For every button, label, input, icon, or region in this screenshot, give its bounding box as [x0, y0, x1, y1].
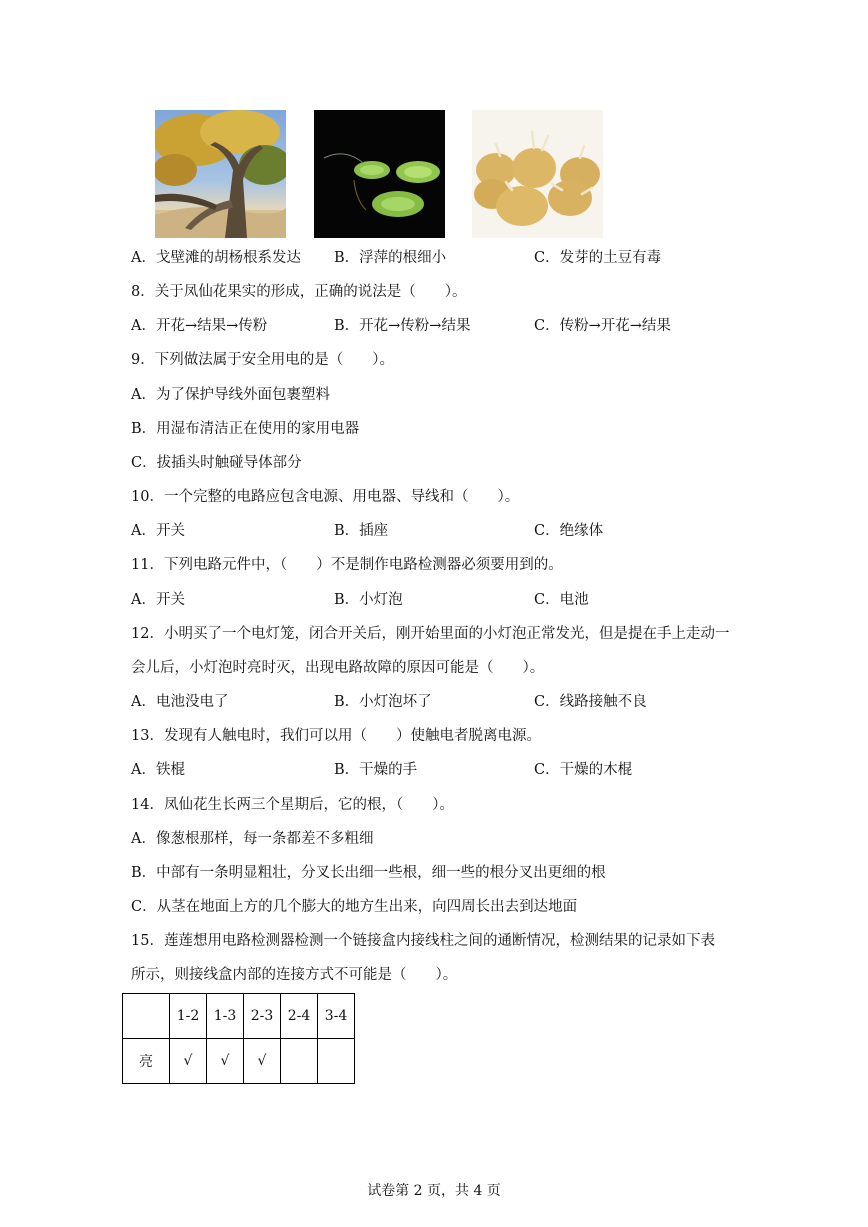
table-header-cell: 2-4 — [281, 994, 318, 1039]
q13-option-a: A．铁棍 — [131, 762, 185, 778]
q13-stem: 13．发现有人触电时，我们可以用（ ）使触电者脱离电源。 — [131, 728, 541, 744]
table-cell: √ — [170, 1039, 207, 1084]
table-header-cell: 3-4 — [318, 994, 355, 1039]
q14-option-c: C．从茎在地面上方的几个膨大的地方生出来，向四周长出去到达地面 — [131, 899, 578, 915]
q8-option-b: B．开花→传粉→结果 — [334, 318, 471, 334]
sprouting-potatoes-photo — [472, 110, 603, 238]
q11-stem: 11．下列电路元件中，（ ）不是制作电路检测器必须要用到的。 — [131, 557, 563, 573]
q10-option-a: A．开关 — [131, 523, 185, 539]
table-cell — [281, 1039, 318, 1084]
q15-stem-line-1: 15．莲莲想用电路检测器检测一个链接盒内接线柱之间的通断情况，检测结果的记录如下表 — [131, 933, 715, 949]
q7-option-a: A．戈壁滩的胡杨根系发达 — [131, 250, 301, 266]
q15-record-table — [122, 993, 355, 1084]
q11-option-c: C．电池 — [534, 592, 589, 608]
q12-option-c: C．线路接触不良 — [534, 694, 647, 710]
q11-option-a: A．开关 — [131, 592, 185, 608]
q11-option-b: B．小灯泡 — [334, 592, 403, 608]
table-header-cell: 1-2 — [170, 994, 207, 1039]
q9-option-c: C．拔插头时触碰导体部分 — [131, 455, 302, 471]
table-row — [123, 1039, 355, 1084]
table-header-row — [123, 994, 355, 1039]
table-header-cell — [123, 994, 170, 1039]
table-cell: 亮 — [123, 1039, 170, 1084]
q10-option-b: B．插座 — [334, 523, 389, 539]
q7-option-b: B．浮萍的根细小 — [334, 250, 447, 266]
q9-option-b: B．用湿布清洁正在使用的家用电器 — [131, 421, 360, 437]
table-cell: √ — [244, 1039, 281, 1084]
q13-option-b: B．干燥的手 — [334, 762, 418, 778]
q12-option-a: A．电池没电了 — [131, 694, 229, 710]
page-footer: 试卷第 2 页，共 4 页 — [367, 1183, 501, 1199]
table-header-cell: 2-3 — [244, 994, 281, 1039]
q7-option-c: C．发芽的土豆有毒 — [534, 250, 662, 266]
q12-stem-line-2: 会儿后，小灯泡时亮时灭，出现电路故障的原因可能是（ ）。 — [131, 660, 545, 676]
q8-option-c: C．传粉→开花→结果 — [534, 318, 671, 334]
q10-option-c: C．绝缘体 — [534, 523, 604, 539]
q12-option-b: B．小灯泡坏了 — [334, 694, 432, 710]
q12-stem-line-1: 12．小明买了一个电灯笼，闭合开关后，刚开始里面的小灯泡正常发光，但是提在手上走动一 — [131, 626, 730, 642]
q14-option-b: B．中部有一条明显粗壮，分叉长出细一些根，细一些的根分叉出更细的根 — [131, 865, 606, 881]
q14-option-a: A．像葱根那样，每一条都差不多粗细 — [131, 831, 374, 847]
q9-option-a: A．为了保护导线外面包裹塑料 — [131, 387, 330, 403]
q10-stem: 10．一个完整的电路应包含电源、用电器、导线和（ ）。 — [131, 489, 520, 505]
q8-stem: 8．关于凤仙花果实的形成，正确的说法是（ ）。 — [131, 284, 467, 300]
desert-poplar-tree-photo — [155, 110, 286, 238]
q8-option-a: A．开花→结果→传粉 — [131, 318, 268, 334]
q15-stem-line-2: 所示，则接线盒内部的连接方式不可能是（ ）。 — [131, 967, 458, 983]
table-cell — [318, 1039, 355, 1084]
table-cell: √ — [207, 1039, 244, 1084]
q13-option-c: C．干燥的木棍 — [534, 762, 633, 778]
q9-stem: 9．下列做法属于安全用电的是（ ）。 — [131, 352, 394, 368]
duckweed-leaves-photo — [314, 110, 445, 238]
q14-stem: 14．凤仙花生长两三个星期后，它的根，（ ）。 — [131, 797, 454, 813]
table-header-cell: 1-3 — [207, 994, 244, 1039]
